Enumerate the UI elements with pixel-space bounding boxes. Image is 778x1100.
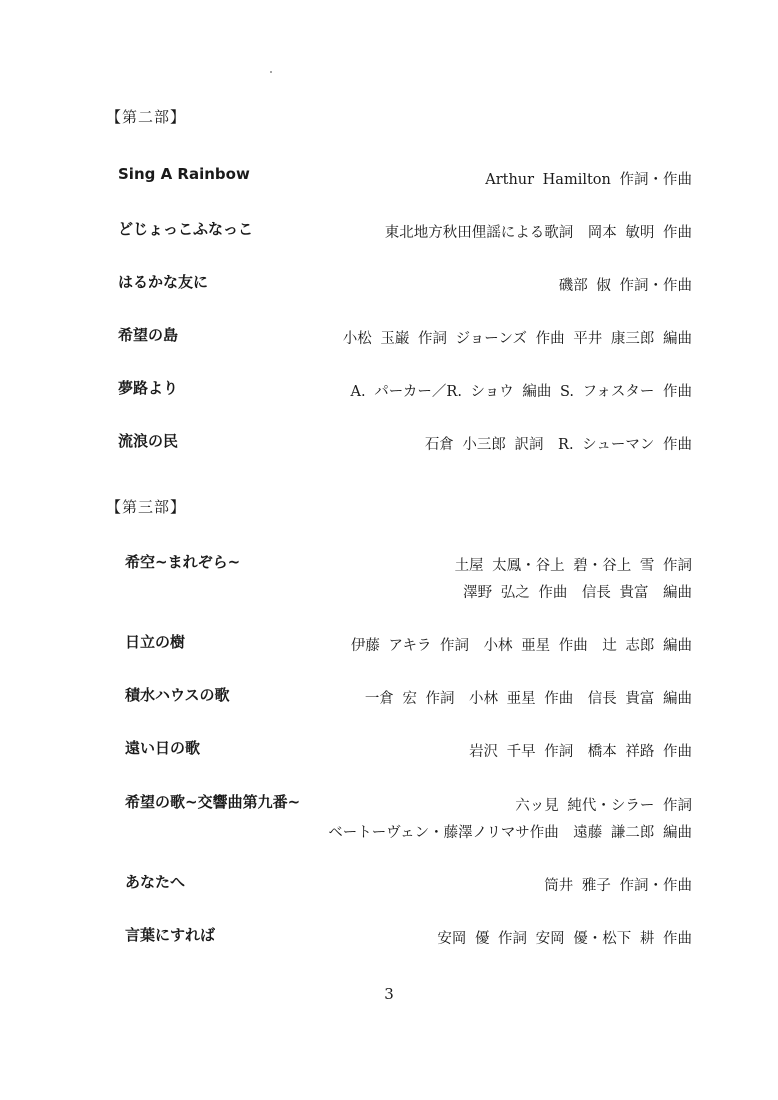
song-credit: 伊藤 アキラ 作詞 小林 亜星 作曲 辻 志郎 編曲 bbox=[350, 638, 692, 654]
song-credit: A. パーカー／R. ショウ 編曲 S. フォスター 作曲 bbox=[350, 384, 692, 400]
song-title: 希望の歌~交響曲第九番~ bbox=[125, 793, 301, 811]
page-number: 3 bbox=[384, 985, 394, 1003]
song-credit: 石倉 小三郎 訳詞 R. シューマン 作曲 bbox=[424, 437, 692, 453]
scan-speck bbox=[270, 71, 272, 73]
song-credit: ベートーヴェン・藤澤ノリマサ作曲 遠藤 謙二郎 編曲 bbox=[328, 825, 692, 841]
song-credit: 東北地方秋田俚謡による歌詞 岡本 敏明 作曲 bbox=[384, 225, 692, 241]
song-credit: Arthur Hamilton 作詞・作曲 bbox=[485, 172, 692, 188]
song-credit: 小松 玉巌 作詞 ジョーンズ 作曲 平井 康三郎 編曲 bbox=[342, 331, 692, 347]
song-credit: 六ッ見 純代・シラー 作詞 bbox=[515, 798, 692, 814]
song-title: 夢路より bbox=[118, 379, 179, 397]
section-heading-part2: 【第二部】 bbox=[106, 108, 187, 126]
song-title: 日立の樹 bbox=[125, 633, 186, 651]
song-credit: 筒井 雅子 作詞・作曲 bbox=[544, 878, 692, 894]
song-title: 言葉にすれば bbox=[125, 926, 216, 944]
song-credit: 一倉 宏 作詞 小林 亜星 作曲 信長 貴富 編曲 bbox=[364, 691, 692, 707]
song-credit: 安岡 優 作詞 安岡 優・松下 耕 作曲 bbox=[437, 931, 692, 947]
song-title: 積水ハウスの歌 bbox=[125, 686, 230, 704]
song-credit: 岩沢 千早 作詞 橋本 祥路 作曲 bbox=[469, 744, 692, 760]
song-title: 希空~まれぞら~ bbox=[125, 553, 241, 571]
song-credit: 磯部 俶 作詞・作曲 bbox=[558, 278, 692, 294]
song-credit: 澤野 弘之 作曲 信長 貴富 編曲 bbox=[463, 585, 692, 601]
song-title: 遠い日の歌 bbox=[125, 739, 201, 757]
song-title: 希望の島 bbox=[118, 326, 179, 344]
song-title: どじょっこふなっこ bbox=[118, 220, 254, 238]
song-title: はるかな友に bbox=[118, 273, 209, 291]
song-credit: 土屋 太鳳・谷上 碧・谷上 雪 作詞 bbox=[454, 558, 692, 574]
song-title: 流浪の民 bbox=[118, 432, 179, 450]
song-title: あなたへ bbox=[125, 873, 186, 891]
section-heading-part3: 【第三部】 bbox=[106, 498, 187, 516]
song-title: Sing A Rainbow bbox=[118, 165, 250, 183]
